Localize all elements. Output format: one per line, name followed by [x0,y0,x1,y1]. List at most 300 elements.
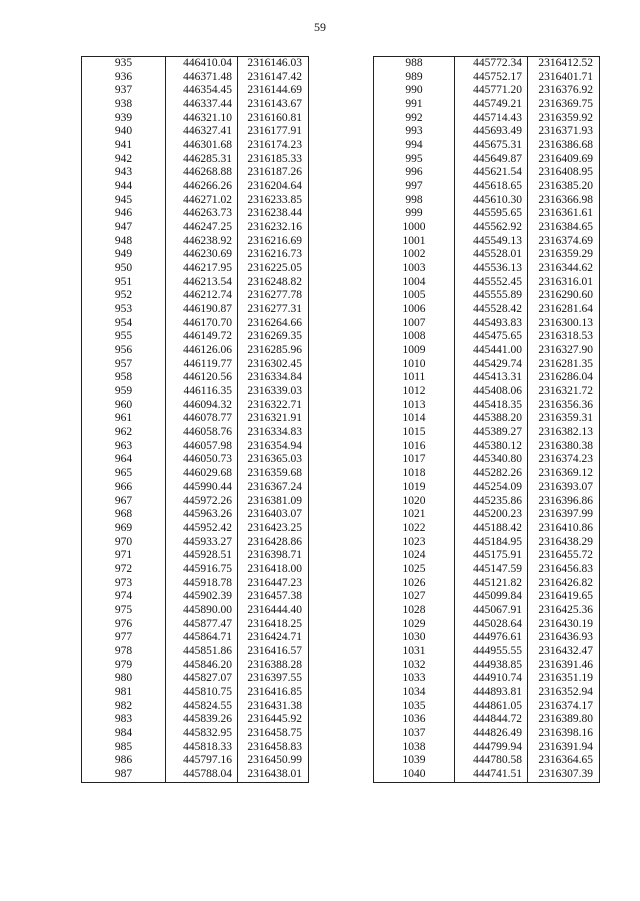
table-row [374,112,600,126]
point-number-cell: 942 [82,153,166,167]
table-row [82,508,309,522]
y-coordinate-cell: 2316216.73 [238,248,309,262]
point-number-cell: 965 [82,467,166,481]
y-coordinate-cell: 2316286.04 [528,371,600,385]
y-coordinate-cell: 2316423.25 [238,522,309,536]
point-number-cell: 941 [82,139,166,153]
table-row [82,330,309,344]
y-coordinate-cell: 2316438.29 [528,536,600,550]
x-coordinate-cell: 444799.94 [455,741,528,755]
y-coordinate-cell: 2316302.45 [238,358,309,372]
point-number-cell: 986 [82,754,166,768]
y-coordinate-cell: 2316388.28 [238,659,309,673]
table-row [82,426,309,440]
point-number-cell: 998 [374,194,455,208]
x-coordinate-cell: 445618.65 [455,180,528,194]
table-row [374,495,600,509]
y-coordinate-cell: 2316238.44 [238,207,309,221]
table-row [374,125,600,139]
point-number-cell: 1005 [374,289,455,303]
table-row [374,276,600,290]
x-coordinate-cell: 446238.92 [166,235,238,249]
point-number-cell: 984 [82,727,166,741]
x-coordinate-cell: 445928.51 [166,549,238,563]
y-coordinate-cell: 2316316.01 [528,276,600,290]
y-coordinate-cell: 2316233.85 [238,194,309,208]
x-coordinate-cell: 446230.69 [166,248,238,262]
table-row [374,330,600,344]
point-number-cell: 967 [82,495,166,509]
y-coordinate-cell: 2316403.07 [238,508,309,522]
y-coordinate-cell: 2316361.61 [528,207,600,221]
table-row [82,727,309,741]
x-coordinate-cell: 445067.91 [455,604,528,618]
y-coordinate-cell: 2316359.31 [528,412,600,426]
x-coordinate-cell: 445441.00 [455,344,528,358]
point-number-cell: 944 [82,180,166,194]
table-row [82,112,309,126]
point-number-cell: 1003 [374,262,455,276]
table-row [82,768,309,782]
x-coordinate-cell: 445771.20 [455,84,528,98]
point-number-cell: 940 [82,125,166,139]
x-coordinate-cell: 446126.06 [166,344,238,358]
point-number-cell: 1010 [374,358,455,372]
table-row [82,713,309,727]
y-coordinate-cell: 2316269.35 [238,330,309,344]
y-coordinate-cell: 2316248.82 [238,276,309,290]
table-row [82,741,309,755]
table-row [374,754,600,768]
table-row [82,235,309,249]
point-number-cell: 974 [82,590,166,604]
point-number-cell: 996 [374,166,455,180]
y-coordinate-cell: 2316418.25 [238,618,309,632]
x-coordinate-cell: 446263.73 [166,207,238,221]
table-row [82,317,309,331]
point-number-cell: 1012 [374,385,455,399]
y-coordinate-cell: 2316321.72 [528,385,600,399]
table-row [82,139,309,153]
point-number-cell: 946 [82,207,166,221]
table-row [374,153,600,167]
x-coordinate-cell: 446321.10 [166,112,238,126]
x-coordinate-cell: 445528.42 [455,303,528,317]
x-coordinate-cell: 445832.95 [166,727,238,741]
table-row [374,508,600,522]
table-row [374,371,600,385]
point-number-cell: 973 [82,577,166,591]
y-coordinate-cell: 2316374.17 [528,700,600,714]
x-coordinate-cell: 445714.43 [455,112,528,126]
point-number-cell: 969 [82,522,166,536]
point-number-cell: 935 [82,57,166,71]
x-coordinate-cell: 445797.16 [166,754,238,768]
point-number-cell: 1038 [374,741,455,755]
table-row [82,659,309,673]
table-row [374,98,600,112]
table-row [82,522,309,536]
point-number-cell: 985 [82,741,166,755]
table-row [82,549,309,563]
x-coordinate-cell: 446247.25 [166,221,238,235]
point-number-cell: 989 [374,71,455,85]
y-coordinate-cell: 2316444.40 [238,604,309,618]
x-coordinate-cell: 445990.44 [166,481,238,495]
table-row [374,631,600,645]
table-row [374,686,600,700]
x-coordinate-cell: 446170.70 [166,317,238,331]
coordinates-table-left [81,56,309,783]
y-coordinate-cell: 2316438.01 [238,768,309,782]
point-number-cell: 1024 [374,549,455,563]
x-coordinate-cell: 445963.26 [166,508,238,522]
point-number-cell: 977 [82,631,166,645]
y-coordinate-cell: 2316277.78 [238,289,309,303]
point-number-cell: 1037 [374,727,455,741]
table-row [374,713,600,727]
table-row [374,139,600,153]
point-number-cell: 966 [82,481,166,495]
y-coordinate-cell: 2316382.13 [528,426,600,440]
y-coordinate-cell: 2316428.86 [238,536,309,550]
x-coordinate-cell: 444844.72 [455,713,528,727]
x-coordinate-cell: 445528.01 [455,248,528,262]
y-coordinate-cell: 2316436.93 [528,631,600,645]
point-number-cell: 951 [82,276,166,290]
table-row [82,57,309,71]
x-coordinate-cell: 445621.54 [455,166,528,180]
x-coordinate-cell: 445818.33 [166,741,238,755]
table-row [374,194,600,208]
table-row [82,385,309,399]
table-row [374,71,600,85]
point-number-cell: 1011 [374,371,455,385]
table-row [82,289,309,303]
x-coordinate-cell: 445493.83 [455,317,528,331]
point-number-cell: 948 [82,235,166,249]
point-number-cell: 1027 [374,590,455,604]
point-number-cell: 961 [82,412,166,426]
x-coordinate-cell: 445902.39 [166,590,238,604]
y-coordinate-cell: 2316391.46 [528,659,600,673]
point-number-cell: 1023 [374,536,455,550]
x-coordinate-cell: 444893.81 [455,686,528,700]
y-coordinate-cell: 2316430.19 [528,618,600,632]
table-row [374,536,600,550]
y-coordinate-cell: 2316381.09 [238,495,309,509]
table-row [82,495,309,509]
x-coordinate-cell: 445413.31 [455,371,528,385]
x-coordinate-cell: 445824.55 [166,700,238,714]
table-row [82,221,309,235]
point-number-cell: 1035 [374,700,455,714]
y-coordinate-cell: 2316366.98 [528,194,600,208]
y-coordinate-cell: 2316431.38 [238,700,309,714]
table-row [82,207,309,221]
y-coordinate-cell: 2316369.75 [528,98,600,112]
table-row [374,180,600,194]
point-number-cell: 1025 [374,563,455,577]
y-coordinate-cell: 2316143.67 [238,98,309,112]
y-coordinate-cell: 2316281.64 [528,303,600,317]
point-number-cell: 981 [82,686,166,700]
y-coordinate-cell: 2316371.93 [528,125,600,139]
x-coordinate-cell: 445562.92 [455,221,528,235]
point-number-cell: 939 [82,112,166,126]
table-row [82,754,309,768]
table-row [82,84,309,98]
point-number-cell: 955 [82,330,166,344]
point-number-cell: 963 [82,440,166,454]
y-coordinate-cell: 2316352.94 [528,686,600,700]
x-coordinate-cell: 445536.13 [455,262,528,276]
x-coordinate-cell: 445552.45 [455,276,528,290]
x-coordinate-cell: 446050.73 [166,453,238,467]
x-coordinate-cell: 446120.56 [166,371,238,385]
y-coordinate-cell: 2316408.95 [528,166,600,180]
point-number-cell: 936 [82,71,166,85]
table-row [374,727,600,741]
table-row [374,604,600,618]
x-coordinate-cell: 445380.12 [455,440,528,454]
point-number-cell: 1007 [374,317,455,331]
point-number-cell: 1028 [374,604,455,618]
table-row [374,549,600,563]
point-number-cell: 1017 [374,453,455,467]
y-coordinate-cell: 2316334.83 [238,426,309,440]
point-number-cell: 943 [82,166,166,180]
y-coordinate-cell: 2316264.66 [238,317,309,331]
x-coordinate-cell: 445282.26 [455,467,528,481]
point-number-cell: 949 [82,248,166,262]
x-coordinate-cell: 445340.80 [455,453,528,467]
y-coordinate-cell: 2316416.85 [238,686,309,700]
x-coordinate-cell: 445549.13 [455,235,528,249]
point-number-cell: 992 [374,112,455,126]
table-row [82,358,309,372]
table-row [82,590,309,604]
point-number-cell: 962 [82,426,166,440]
y-coordinate-cell: 2316447.23 [238,577,309,591]
table-row [374,412,600,426]
y-coordinate-cell: 2316425.36 [528,604,600,618]
table-row [82,672,309,686]
table-row [82,303,309,317]
y-coordinate-cell: 2316398.16 [528,727,600,741]
x-coordinate-cell: 446149.72 [166,330,238,344]
y-coordinate-cell: 2316285.96 [238,344,309,358]
x-coordinate-cell: 444976.61 [455,631,528,645]
x-coordinate-cell: 445918.78 [166,577,238,591]
table-row [374,235,600,249]
x-coordinate-cell: 446094.32 [166,399,238,413]
y-coordinate-cell: 2316344.62 [528,262,600,276]
table-row [82,276,309,290]
x-coordinate-cell: 445788.04 [166,768,238,782]
y-coordinate-cell: 2316290.60 [528,289,600,303]
x-coordinate-cell: 445389.27 [455,426,528,440]
point-number-cell: 957 [82,358,166,372]
x-coordinate-cell: 445555.89 [455,289,528,303]
x-coordinate-cell: 445475.65 [455,330,528,344]
table-row [374,577,600,591]
point-number-cell: 1039 [374,754,455,768]
x-coordinate-cell: 445839.26 [166,713,238,727]
point-number-cell: 937 [82,84,166,98]
x-coordinate-cell: 445388.20 [455,412,528,426]
x-coordinate-cell: 445827.07 [166,672,238,686]
x-coordinate-cell: 444826.49 [455,727,528,741]
table-row [82,631,309,645]
x-coordinate-cell: 446119.77 [166,358,238,372]
y-coordinate-cell: 2316364.65 [528,754,600,768]
y-coordinate-cell: 2316367.24 [238,481,309,495]
point-number-cell: 993 [374,125,455,139]
table-row [374,358,600,372]
y-coordinate-cell: 2316419.65 [528,590,600,604]
point-number-cell: 938 [82,98,166,112]
x-coordinate-cell: 445184.95 [455,536,528,550]
y-coordinate-cell: 2316450.99 [238,754,309,768]
x-coordinate-cell: 445099.84 [455,590,528,604]
x-coordinate-cell: 445864.71 [166,631,238,645]
x-coordinate-cell: 445675.31 [455,139,528,153]
point-number-cell: 994 [374,139,455,153]
x-coordinate-cell: 444938.85 [455,659,528,673]
table-row [374,426,600,440]
table-row [374,57,600,71]
x-coordinate-cell: 446217.95 [166,262,238,276]
y-coordinate-cell: 2316376.92 [528,84,600,98]
table-row [374,700,600,714]
table-row [374,672,600,686]
table-row [82,98,309,112]
table-row [374,344,600,358]
point-number-cell: 1002 [374,248,455,262]
y-coordinate-cell: 2316391.94 [528,741,600,755]
x-coordinate-cell: 445810.75 [166,686,238,700]
y-coordinate-cell: 2316356.36 [528,399,600,413]
y-coordinate-cell: 2316416.57 [238,645,309,659]
x-coordinate-cell: 445972.26 [166,495,238,509]
y-coordinate-cell: 2316426.82 [528,577,600,591]
table-row [82,180,309,194]
x-coordinate-cell: 445933.27 [166,536,238,550]
table-row [374,481,600,495]
table-row [374,166,600,180]
table-row [82,412,309,426]
y-coordinate-cell: 2316398.71 [238,549,309,563]
x-coordinate-cell: 446301.68 [166,139,238,153]
x-coordinate-cell: 445254.09 [455,481,528,495]
table-row [82,166,309,180]
table-row [82,248,309,262]
y-coordinate-cell: 2316307.39 [528,768,600,782]
table-row [82,563,309,577]
y-coordinate-cell: 2316424.71 [238,631,309,645]
point-number-cell: 1014 [374,412,455,426]
x-coordinate-cell: 445147.59 [455,563,528,577]
table-row [82,700,309,714]
y-coordinate-cell: 2316374.23 [528,453,600,467]
x-coordinate-cell: 445752.17 [455,71,528,85]
y-coordinate-cell: 2316177.91 [238,125,309,139]
x-coordinate-cell: 446057.98 [166,440,238,454]
point-number-cell: 1032 [374,659,455,673]
x-coordinate-cell: 445429.74 [455,358,528,372]
table-row [374,248,600,262]
table-row [374,221,600,235]
table-row [82,686,309,700]
y-coordinate-cell: 2316321.91 [238,412,309,426]
table-row [82,194,309,208]
y-coordinate-cell: 2316445.92 [238,713,309,727]
table-row [82,125,309,139]
point-number-cell: 1000 [374,221,455,235]
point-number-cell: 970 [82,536,166,550]
coordinates-table-right [373,56,600,783]
x-coordinate-cell: 446285.31 [166,153,238,167]
y-coordinate-cell: 2316334.84 [238,371,309,385]
table-row [82,440,309,454]
point-number-cell: 1033 [374,672,455,686]
y-coordinate-cell: 2316160.81 [238,112,309,126]
y-coordinate-cell: 2316232.16 [238,221,309,235]
x-coordinate-cell: 445916.75 [166,563,238,577]
y-coordinate-cell: 2316322.71 [238,399,309,413]
x-coordinate-cell: 445693.49 [455,125,528,139]
y-coordinate-cell: 2316318.53 [528,330,600,344]
x-coordinate-cell: 445952.42 [166,522,238,536]
table-row [374,659,600,673]
table-row [374,385,600,399]
table-row [374,207,600,221]
table-row [82,536,309,550]
y-coordinate-cell: 2316204.64 [238,180,309,194]
x-coordinate-cell: 446190.87 [166,303,238,317]
y-coordinate-cell: 2316216.69 [238,235,309,249]
x-coordinate-cell: 445235.86 [455,495,528,509]
point-number-cell: 968 [82,508,166,522]
x-coordinate-cell: 445890.00 [166,604,238,618]
table-row [374,618,600,632]
y-coordinate-cell: 2316277.31 [238,303,309,317]
point-number-cell: 1029 [374,618,455,632]
point-number-cell: 958 [82,371,166,385]
y-coordinate-cell: 2316147.42 [238,71,309,85]
y-coordinate-cell: 2316365.03 [238,453,309,467]
y-coordinate-cell: 2316359.68 [238,467,309,481]
x-coordinate-cell: 444780.58 [455,754,528,768]
point-number-cell: 995 [374,153,455,167]
y-coordinate-cell: 2316359.92 [528,112,600,126]
x-coordinate-cell: 446354.45 [166,84,238,98]
table-row [82,453,309,467]
x-coordinate-cell: 446327.41 [166,125,238,139]
y-coordinate-cell: 2316144.69 [238,84,309,98]
y-coordinate-cell: 2316456.83 [528,563,600,577]
point-number-cell: 991 [374,98,455,112]
point-number-cell: 959 [82,385,166,399]
page-number: 59 [314,20,326,34]
x-coordinate-cell: 446266.26 [166,180,238,194]
x-coordinate-cell: 446058.76 [166,426,238,440]
point-number-cell: 945 [82,194,166,208]
table-row [82,481,309,495]
x-coordinate-cell: 445851.86 [166,645,238,659]
x-coordinate-cell: 445175.91 [455,549,528,563]
